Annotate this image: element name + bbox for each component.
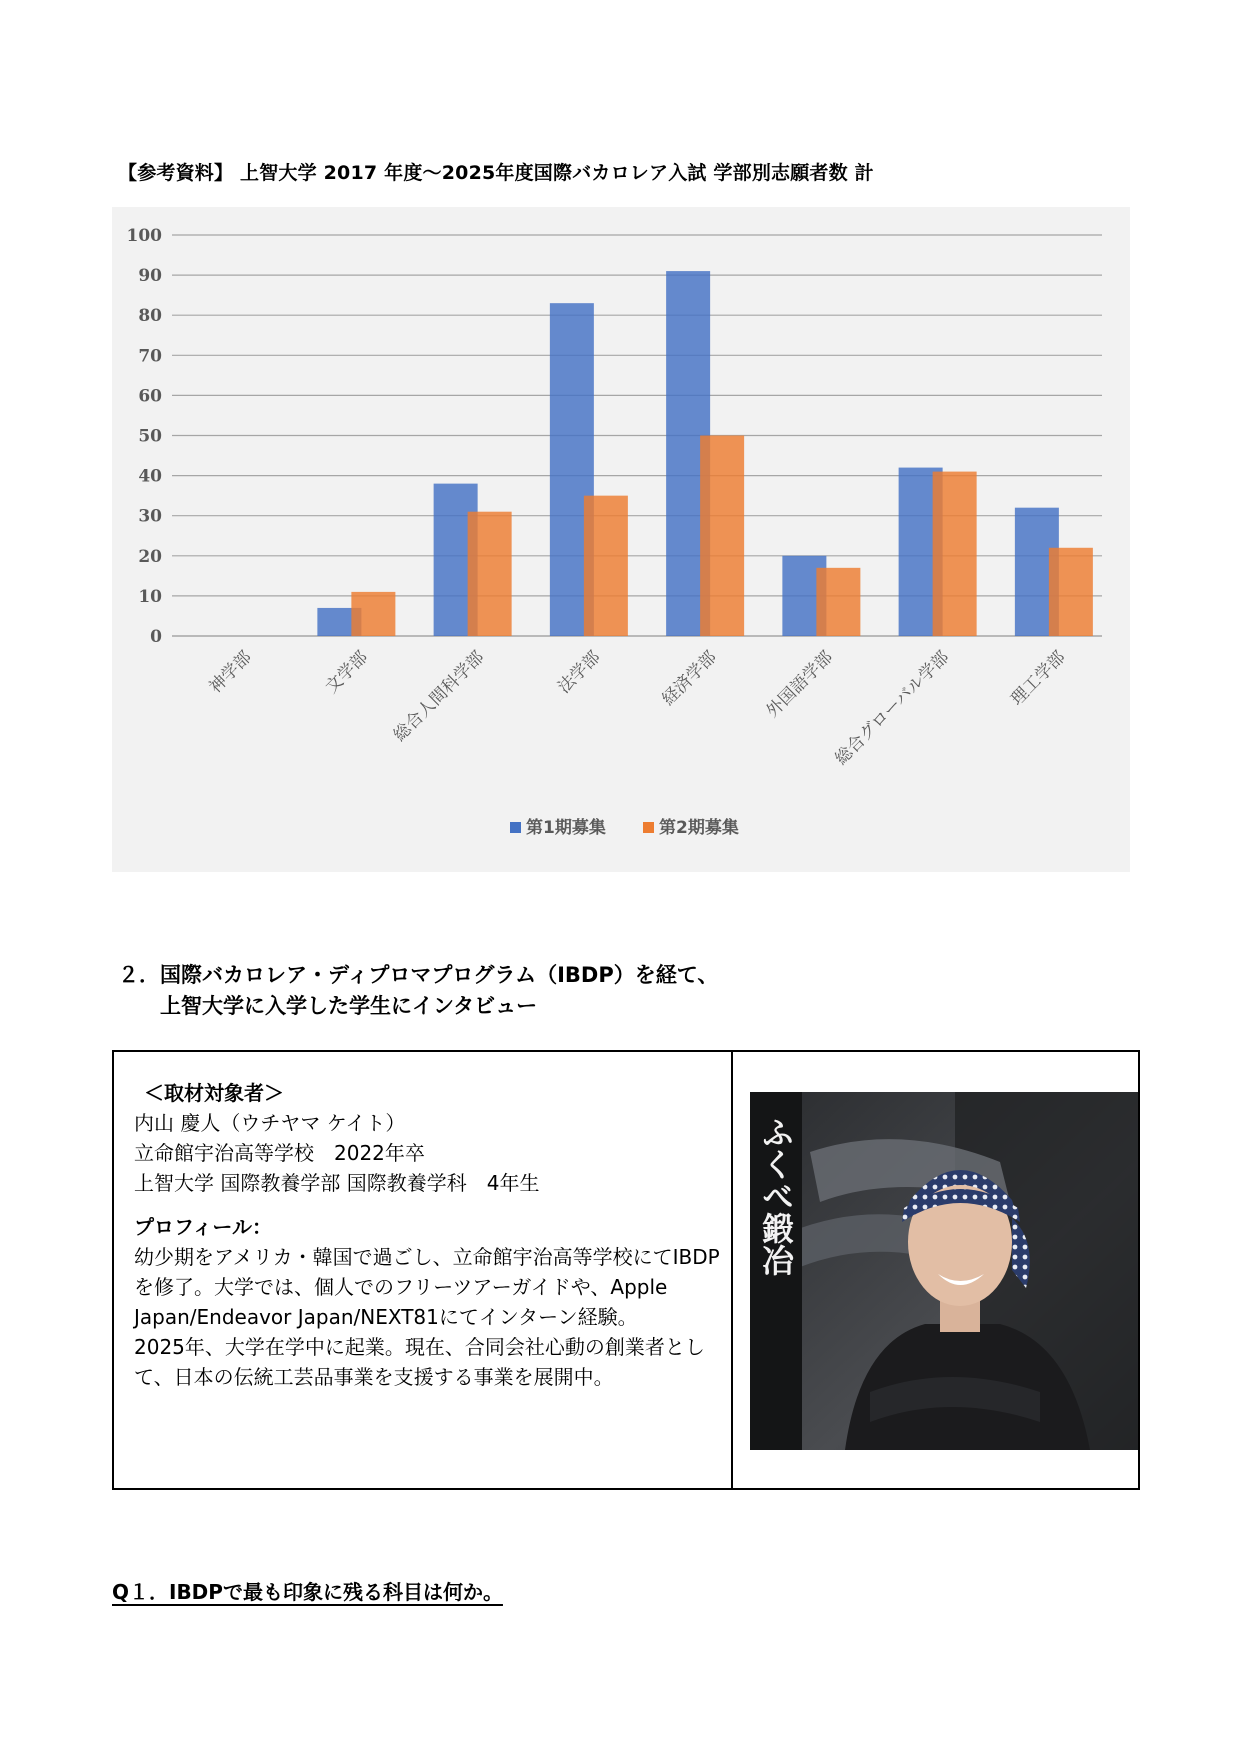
interviewee-heading: ＜取材対象者＞ (144, 1081, 284, 1105)
interviewee-photo (750, 1092, 1138, 1450)
section-heading-line-2: 上智大学に入学した学生にインタビュー (160, 994, 538, 1018)
section-heading (118, 960, 718, 1022)
x-category-label: 外国語学部 (762, 647, 837, 722)
y-tick-label: 20 (138, 546, 162, 567)
y-tick-label: 40 (138, 466, 162, 487)
x-category-label: 法学部 (554, 647, 605, 698)
interviewee-university: 上智大学 国際教養学部 国際教養学科 4年生 (134, 1171, 540, 1195)
x-category-label: 総合グローバル学部 (831, 647, 954, 770)
y-tick-label: 0 (150, 627, 162, 647)
bar-chart-svg (112, 207, 1130, 872)
x-category-label: 理工学部 (1007, 647, 1070, 710)
y-tick-label: 10 (138, 586, 162, 607)
section-heading-line-1: ２．国際バカロレア・ディプロマプログラム（IBDP）を経て、 (118, 963, 719, 987)
y-tick-label: 70 (138, 346, 162, 367)
x-category-label: 経済学部 (658, 647, 721, 710)
legend-label: 第2期募集 (659, 818, 739, 838)
y-tick-label: 30 (138, 506, 162, 527)
legend-swatch (643, 822, 654, 833)
interviewee-name: 内山 慶人（ウチヤマ ケイト） (134, 1111, 406, 1135)
bar-chart (112, 207, 1130, 872)
x-category-label: 総合人間科学部 (389, 647, 489, 746)
bar-2 (816, 568, 860, 636)
bar-2 (933, 472, 977, 636)
bars (317, 271, 1093, 636)
legend-swatch (510, 822, 521, 833)
chart-title: 【参考資料】 上智大学 2017 年度～2025年度国際バカロレア入試 学部別志願者数 計 (118, 162, 874, 184)
profile-bio-1: 幼少期をアメリカ・韓国で過ごし、立命館宇治高等学校にてIBDPを修了。大学では、個人でのフリーツアーガイドや、Apple Japan/Endeavor Japan/NEXT81にてインターン経験。 (134, 1245, 720, 1329)
table-divider (731, 1052, 733, 1488)
legend-label: 第1期募集 (526, 818, 606, 838)
legend (510, 817, 739, 838)
profile-label: プロフィール： (134, 1215, 272, 1239)
profile-bio-2: 2025年、大学在学中に起業。現在、合同会社心動の創業者として、日本の伝統工芸品事業を支援する事業を展開中。 (134, 1335, 705, 1389)
question-1-heading: Q１．IBDPで最も印象に残る科目は何か。 (112, 1580, 503, 1604)
y-tick-label: 90 (138, 266, 162, 287)
bar-2 (700, 436, 744, 637)
sign-text: ふくべ鍛冶 (757, 1116, 795, 1276)
bar-2 (468, 512, 512, 636)
profile-table (112, 1050, 1140, 1490)
profile-text-cell (134, 1078, 724, 1392)
bar-2 (584, 496, 628, 636)
bar-2 (1049, 548, 1093, 636)
bar-2 (351, 592, 395, 636)
y-tick-label: 50 (138, 426, 162, 447)
y-tick-label: 80 (138, 306, 162, 327)
y-tick-label: 100 (126, 226, 162, 246)
x-category-label: 神学部 (205, 647, 256, 698)
y-tick-label: 60 (138, 386, 162, 407)
interviewee-school: 立命館宇治高等学校 2022年卒 (134, 1141, 425, 1165)
x-category-label: 文学部 (321, 647, 372, 698)
